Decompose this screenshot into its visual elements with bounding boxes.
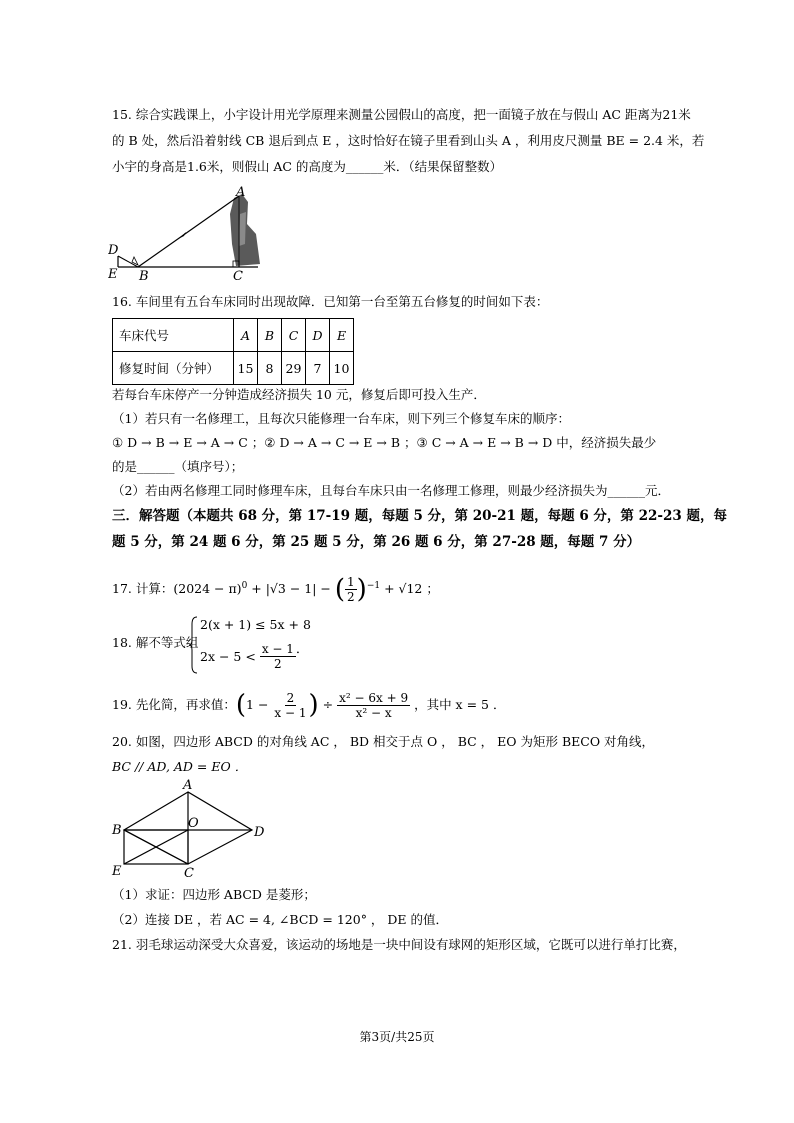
page-number: 第3页/共25页 (359, 1030, 435, 1044)
q16-part2: （2）若由两名修理工同时修理车床，且每台车床只由一名修理工修理，则最少经济损失为______元． (112, 483, 670, 498)
table-cell: 10 (330, 352, 354, 385)
table-cell: D (306, 319, 330, 352)
label-E: E (108, 267, 118, 282)
q17-expr-a: (2024 − π) (173, 581, 242, 597)
label-C: C (233, 269, 243, 284)
label-E: E (112, 864, 122, 879)
table-header-time: 修复时间（分钟） (113, 352, 234, 385)
repair-time-table (112, 318, 354, 385)
q15-line3: 小宇的身高是1.6米，则假山 AC 的高度为______米．（结果保留整数） (112, 159, 503, 174)
q18-ineq2: 2x − 5 < $\frac{x - 1}{2}$ (200, 642, 294, 671)
q20-line1: 20. 如图，四边形 ABCD 的对角线 AC ， BD 相交于点 O ， BC ， EO 为矩形 BECO 对角线， (112, 734, 655, 749)
table-header-code: 车床代号 (113, 319, 234, 352)
q17-expr-c: + √12 ； (380, 581, 439, 597)
table-cell: B (258, 319, 282, 352)
q21-line1: 21. 羽毛球运动深受大众喜爱，该运动的场地是一块中间设有球网的矩形区域，它既可以进行单打比赛， (112, 937, 686, 952)
q15-line1: 15. 综合实践课上，小宇设计用光学原理来测量公园假山的高度，把一面镜子放在与假山 AC 距离为21米 (112, 107, 691, 122)
table-cell: 29 (282, 352, 306, 385)
section-3-heading-line2: 题 5 分，第 24 题 6 分，第 25 题 5 分，第 26 题 6 分，第 27-28 题，每题 7 分） (112, 534, 641, 550)
q16-part1: （1）若只有一名修理工，且每次只能修理一台车床，则下列三个修复车床的顺序： (112, 411, 570, 426)
q18-ineq1: 2(x + 1) ≤ 5x + 8 (200, 617, 311, 632)
table-cell: 15 (234, 352, 258, 385)
q16-intro: 16. 车间里有五台车床同时出现故障．已知第一台至第五台修复的时间如下表： (112, 294, 549, 309)
table-row (113, 352, 354, 385)
exam-page: 15. 综合实践课上，小宇设计用光学原理来测量公园假山的高度，把一面镜子放在与假山 AC 距离为21米 的 B 处，然后沿着射线 CB 退后到点 E ，这时恰好在镜子里看到山头 A ，利用皮尺测量 BE = 2.4 米，若 小宇的身高是1.6米，则假山 AC 的高度为______米．（结果保留整数） A D E B C 16. 车间里有五台车床同时出现故障．已知第一台至第五台修复的时间如下表： 车床代号 A B C D E 修复时间（分钟） 15 8 29 7 10 若每台车床停产一分钟造成经济损失 10 元，修复后即可投入生产． （1）若只有一名修理工，且每次只能修理一台车床，则下列三个修复车床的顺序： ① D → B → E → A → C ；② D → A → C → E → B ；③ C → A → E → B → D 中，经济损失最少 的是______（填序号）； （2）若由两名修理工同时修理车床，且每台车床只由一名修理工修理，则最少经济损失为______元． 三．解答题（本题共 68 分，第 17-19 题，每题 5 分，第 20-21 题，每题 6 分，第 22-23 题，每 题 5 分，第 24 题 6 分，第 25 题 5 分，第 26 题 6 分，第 27-28 题，每题 7 分） 17. 计算：$(2024 - \pi)^0 + |√3 - 1|$ − ( $\frac{1}{2}$ )$^{-1}$ + √12 ； 18. 解不等式组 2(x + 1) ≤ 5x + 8 2x − 5 < $\frac{x - 1}{2}$ ． 19. 先化简，再求值： ( 1 − $\frac{2}{x - 1}$ ) ÷ $\frac{\text{x² − 6x + 9}}{\text{x² − x}}$ ，其中 x = 5 ． 20. 如图，四边形 ABCD 的对角线 AC ， BD 相交于点 O ， BC ， EO 为矩形 BECO 对角线， BC // AD, AD = EO ． A B O D E C （1）求证：四边形 ABCD 是菱形； （2）连接 DE ，若 AC = 4, ∠BCD = 120° ， DE 的值． 21. 羽毛球运动深受大众喜爱，该运动的场地是一块中间设有球网的矩形区域，它既可以进行单打比赛， 第3页/共25页 (0, 0, 794, 1123)
table-row (113, 319, 354, 352)
q20-part2: （2）连接 DE ，若 AC = 4, ∠BCD = 120° ， DE 的值． (112, 912, 449, 927)
q17-label: 17. 计算： (112, 581, 174, 597)
q20-line2: BC // AD, AD = EO ． (112, 759, 248, 774)
table-cell: C (282, 319, 306, 352)
table-cell: 7 (306, 352, 330, 385)
q17-expr-b: + |√3 − 1| − (247, 581, 335, 597)
q17-half: $\frac{1}{2}$ (347, 575, 355, 605)
label-B: B (139, 269, 149, 284)
brace-icon (188, 616, 198, 674)
label-A: A (183, 778, 193, 793)
label-D: D (108, 243, 119, 258)
q18-label: 18. 解不等式组 (112, 635, 199, 650)
label-O: O (188, 816, 199, 831)
q15-line2: 的 B 处，然后沿着射线 CB 退后到点 E ，这时恰好在镜子里看到山头 A ，利用皮尺测量 BE = 2.4 米，若 (112, 133, 705, 148)
q16-part1-end: 的是______（填序号）； (112, 459, 244, 474)
q17-exp-neg1: −1 (366, 581, 381, 591)
q20-figure (108, 778, 268, 882)
q17: 17. 计算：$(2024 - \pi)^0 + |√3 - 1|$ − ( $\frac{1}{2}$ )$^{-1}$ + √12 ； (112, 574, 439, 605)
q16-part1-options: ① D → B → E → A → C ；② D → A → C → E → B ；③ C → A → E → B → D 中，经济损失最少 (112, 435, 657, 450)
section-3-heading-line1: 三．解答题（本题共 68 分，第 17-19 题，每题 5 分，第 20-21 题，每题 6 分，第 22-23 题，每 (112, 508, 728, 524)
table-cell: 8 (258, 352, 282, 385)
q17-exp0: 0 (241, 581, 248, 591)
q16-note: 若每台车床停产一分钟造成经济损失 10 元，修复后即可投入生产． (112, 387, 486, 402)
q15-figure (108, 184, 278, 284)
table-cell: E (330, 319, 354, 352)
q19: 19. 先化简，再求值： ( 1 − $\frac{2}{x - 1}$ ) ÷ $\frac{\text{x² − 6x + 9}}{\text{x² − x}}$ ，其中 x = 5 ． (112, 690, 506, 720)
label-A: A (236, 185, 246, 200)
label-C: C (184, 866, 194, 881)
label-D: D (254, 825, 265, 840)
label-B: B (112, 823, 122, 838)
table-cell: A (234, 319, 258, 352)
q20-part1: （1）求证：四边形 ABCD 是菱形； (112, 887, 316, 902)
